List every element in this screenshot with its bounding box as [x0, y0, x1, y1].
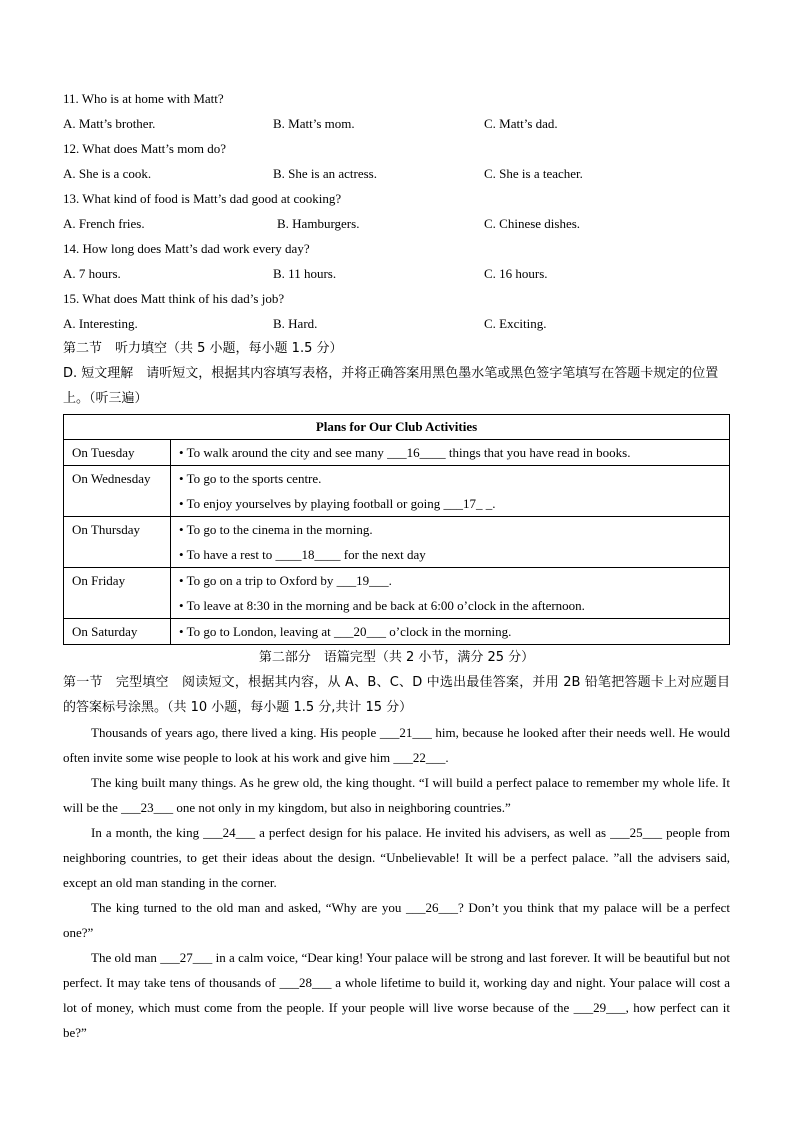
day-cell: On Tuesday: [64, 440, 171, 466]
section-heading: 第二节 听力填空（共 5 小题，每小题 1.5 分）: [63, 341, 343, 356]
question-text: 11. Who is at home with Matt?: [63, 91, 224, 106]
question-text: 13. What kind of food is Matt’s dad good at cooking?: [63, 191, 342, 206]
activity-item: • To leave at 8:30 in the morning and be back at 6:00 o’clock in the afternoon.: [179, 598, 585, 613]
option-a: A. She is a cook.: [63, 166, 152, 181]
table-title: Plans for Our Club Activities: [64, 415, 730, 440]
activity-item: • To have a rest to ____18____ for the next day: [179, 547, 426, 562]
option-a: A. 7 hours.: [63, 266, 121, 281]
table-row: [64, 466, 730, 517]
day-cell: On Friday: [64, 568, 171, 619]
activities-cell: [171, 517, 730, 568]
passage-paragraph: In a month, the king ___24___ a perfect design for his palace. He invited his advisers, as well as ___25___ people from neighboring countries, to get their ideas about the design. “Unbelievable! It will be a perfect palace. ”all the advisers said, except an old man standing in the corner.: [63, 825, 730, 890]
question-text: 15. What does Matt think of his dad’s job?: [63, 291, 285, 306]
table-row: [64, 619, 730, 645]
question-text: 12. What does Matt’s mom do?: [63, 141, 226, 156]
option-c: C. Exciting.: [484, 316, 547, 331]
table-row: [64, 517, 730, 568]
day-cell: On Wednesday: [64, 466, 171, 517]
passage-paragraph: The old man ___27___ in a calm voice, “Dear king! Your palace will be strong and last forever. It will be beautiful but not perfect. It may take tens of thousands of ___28___ a whole lifetime to build it, working day and night. Your palace will cost a lot of money, which must come from the people. If your people will live worse because of the ___29___, how perfect can it be?”: [63, 950, 730, 1040]
activity-item: • To go on a trip to Oxford by ___19___.: [179, 573, 392, 588]
options-row: [63, 161, 730, 186]
activity-item: • To walk around the city and see many ___16____ things that you have read in books.: [179, 445, 631, 460]
option-c: C. Matt’s dad.: [484, 116, 558, 131]
day-cell: On Saturday: [64, 619, 171, 645]
question-text: 14. How long does Matt’s dad work every day?: [63, 241, 310, 256]
activity-item: • To go to the cinema in the morning.: [179, 522, 373, 537]
plans-table: [63, 414, 730, 645]
options-row: [63, 111, 730, 136]
part-instruction: 第一节 完型填空 阅读短文，根据其内容，从 A、B、C、D 中选出最佳答案，并用 2B 铅笔把答题卡上对应题目的答案标号涂黑。（共 10 小题，每小题 1.5 分,共计 15 分）: [63, 675, 730, 715]
option-b: B. Matt’s mom.: [273, 116, 355, 131]
cloze-passage: [63, 720, 730, 1045]
option-b: B. She is an actress.: [273, 166, 377, 181]
passage-paragraph: Thousands of years ago, there lived a king. His people ___21___ him, because he looked after their needs well. He would often invite some wise people to look at his work and give him ___22___.: [63, 725, 730, 765]
passage-paragraph: The king turned to the old man and asked, “Why are you ___26___? Don’t you think that my palace will be a perfect one?”: [63, 900, 730, 940]
option-b: B. Hamburgers.: [277, 216, 360, 231]
table-row: [64, 440, 730, 466]
activities-cell: [171, 619, 730, 645]
options-row: [63, 261, 730, 286]
activities-cell: [171, 466, 730, 517]
option-c: C. Chinese dishes.: [484, 216, 581, 231]
table-row: [64, 568, 730, 619]
option-a: A. Matt’s brother.: [63, 116, 156, 131]
options-row: [63, 311, 730, 336]
section-instruction: D. 短文理解 请听短文，根据其内容填写表格，并将正确答案用黑色墨水笔或黑色签字笔填写在答题卡规定的位置上。（听三遍）: [63, 366, 719, 406]
activities-cell: [171, 568, 730, 619]
question-block-11: [63, 86, 730, 136]
activity-item: • To go to London, leaving at ___20___ o’clock in the morning.: [179, 624, 512, 639]
activity-item: • To go to the sports centre.: [179, 471, 322, 486]
activities-cell: [171, 440, 730, 466]
option-b: B. 11 hours.: [273, 266, 337, 281]
options-row: [63, 211, 730, 236]
option-c: C. She is a teacher.: [484, 166, 583, 181]
part-heading: 第二部分 语篇完型（共 2 小节，满分 25 分）: [258, 650, 535, 665]
passage-paragraph: The king built many things. As he grew old, the king thought. “I will build a perfect palace to remember my whole life. It will be the ___23___ one not only in my kingdom, but also in neighboring countries.”: [63, 775, 730, 815]
option-a: A. French fries.: [63, 216, 145, 231]
question-block-14: [63, 236, 730, 286]
exam-page: [63, 86, 730, 1045]
activity-item: • To enjoy yourselves by playing football or going ___17_ _.: [179, 496, 496, 511]
question-block-12: [63, 136, 730, 186]
option-a: A. Interesting.: [63, 316, 138, 331]
option-c: C. 16 hours.: [484, 266, 548, 281]
day-cell: On Thursday: [64, 517, 171, 568]
question-block-15: [63, 286, 730, 336]
question-block-13: [63, 186, 730, 236]
option-b: B. Hard.: [273, 316, 318, 331]
